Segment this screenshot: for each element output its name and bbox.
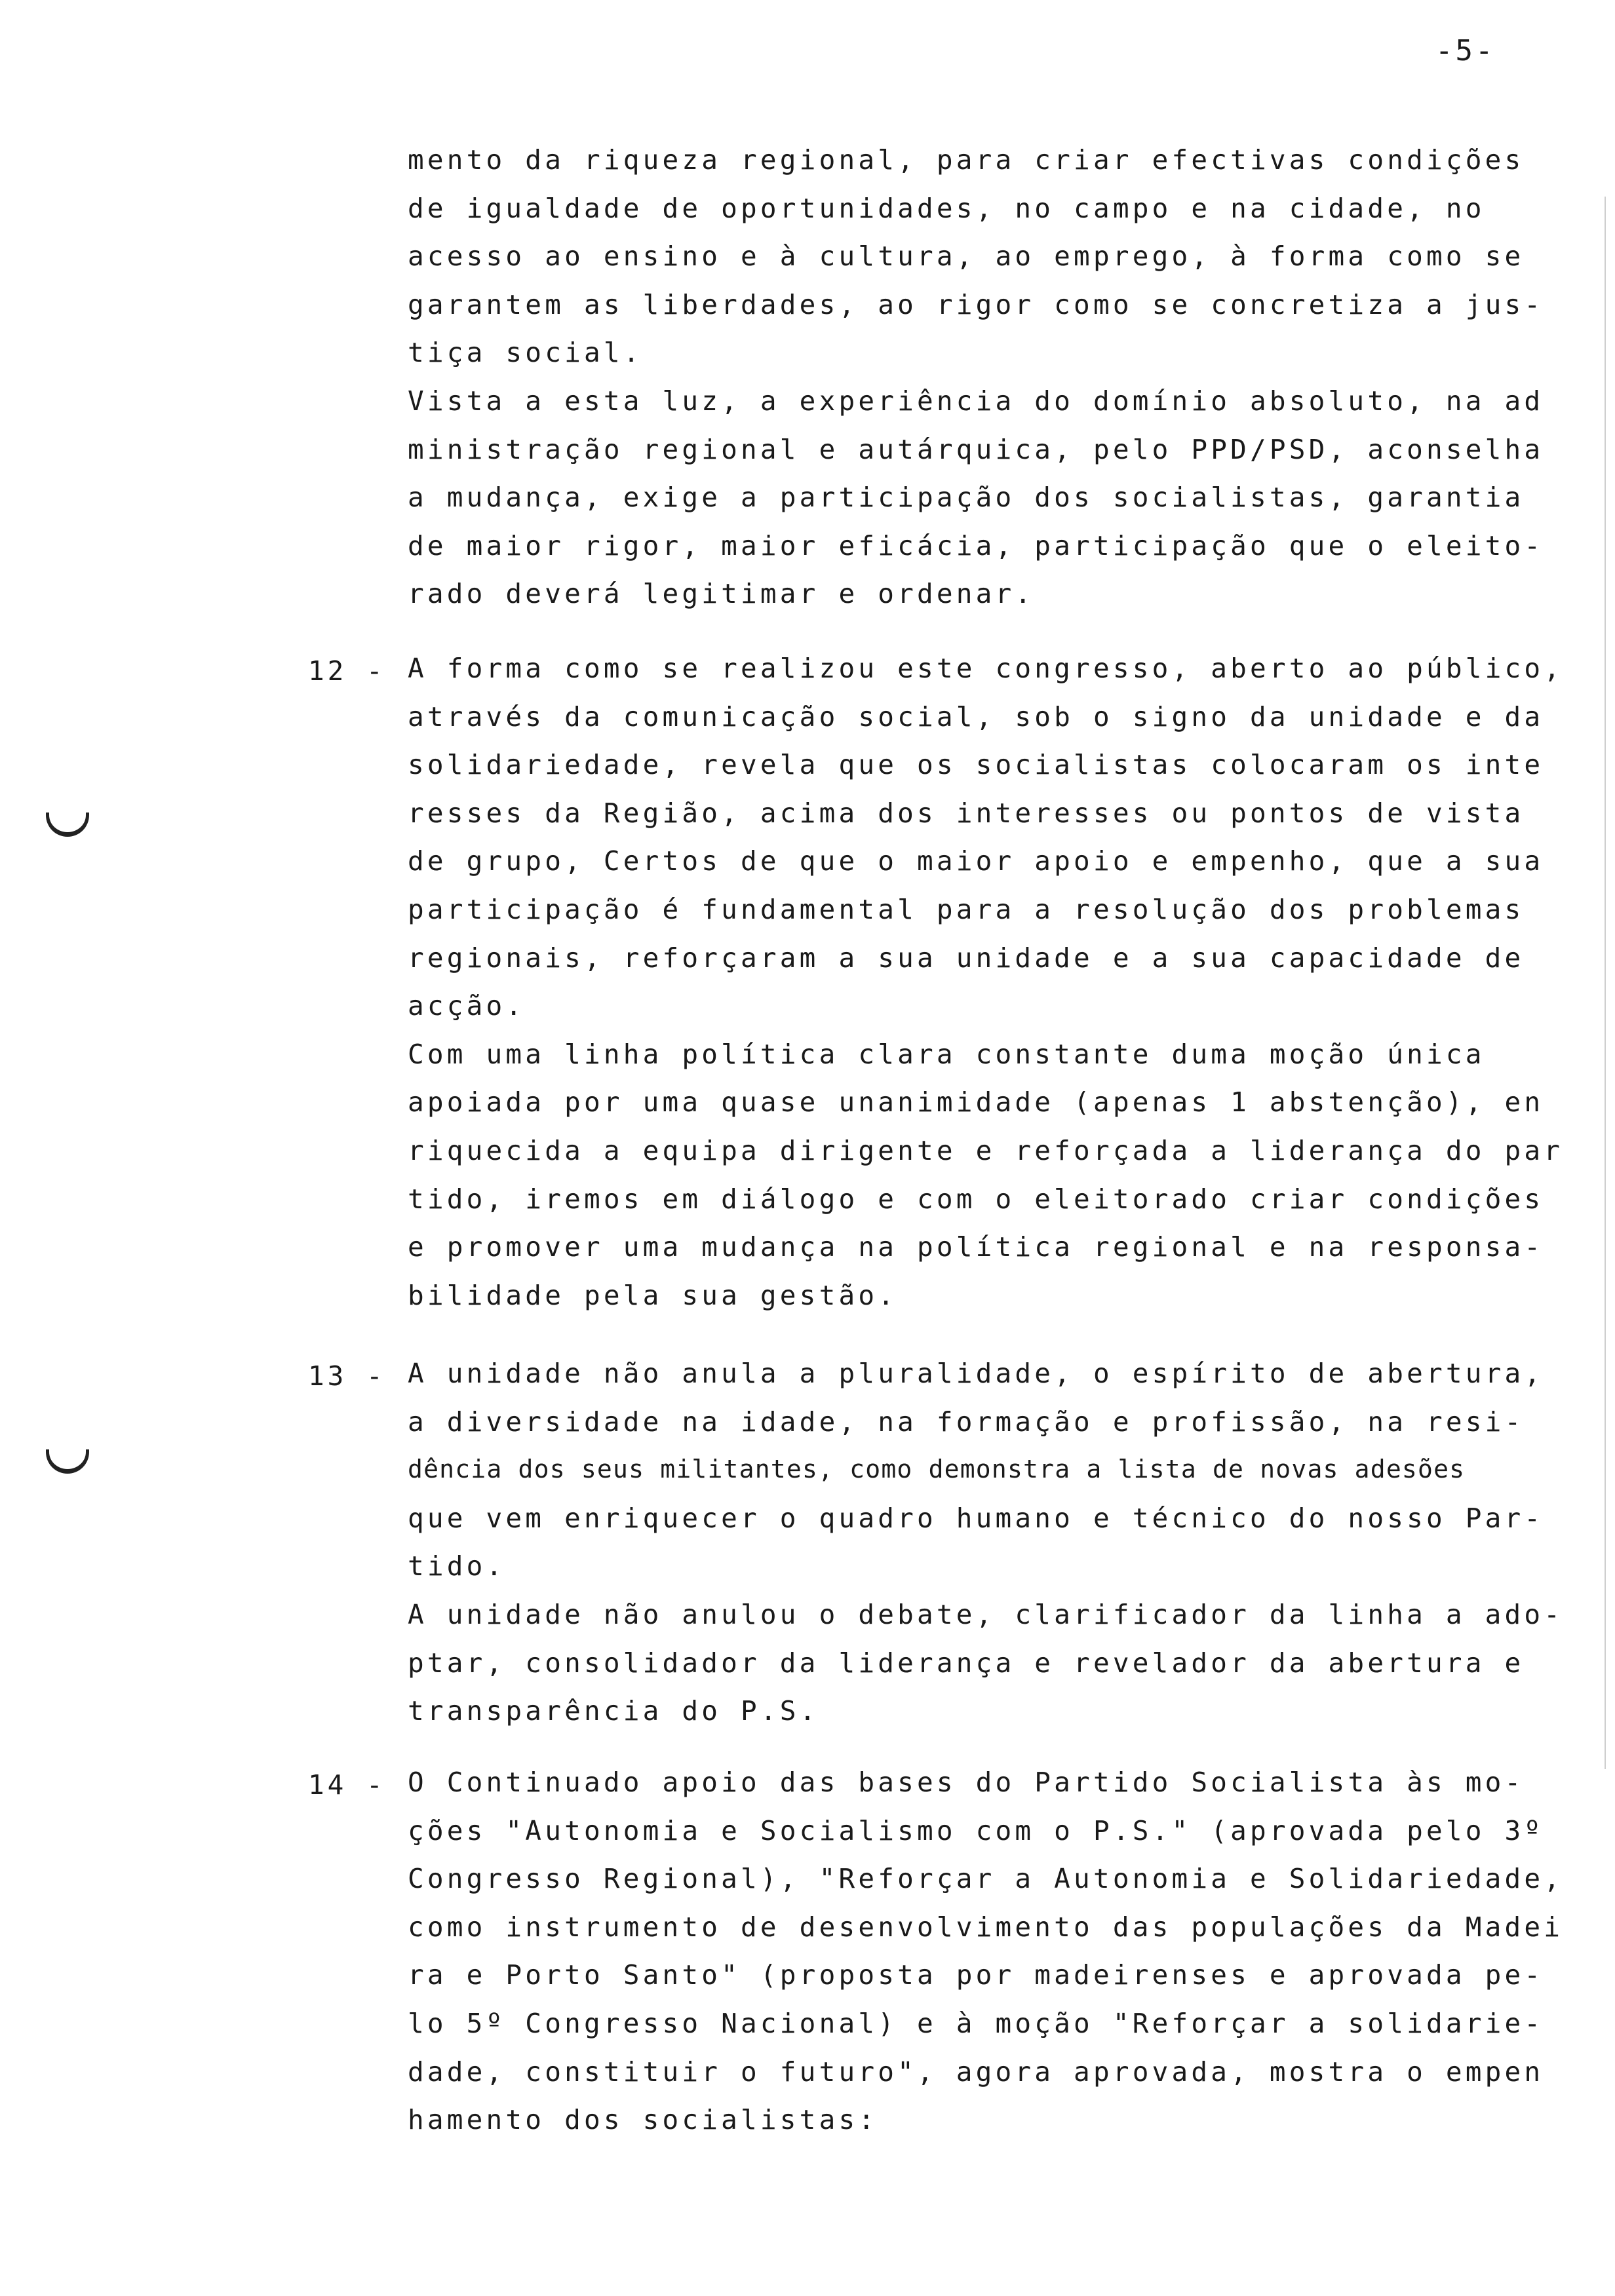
text-line: tido. [408,1550,506,1582]
text-line: A unidade não anulou o debate, clarificador da linha a ado- [408,1599,1564,1630]
text-line: resses da Região, acima dos interesses ou pontos de vista [408,797,1525,829]
text-line: através da comunicação social, sob o signo da unidade e da [408,701,1544,733]
text-line: a mudança, exige a participação dos socialistas, garantia [408,482,1525,513]
text-line: Vista a esta luz, a experiência do domínio absoluto, na ad [408,385,1544,417]
text-line: que vem enriquecer o quadro humano e técnico do nosso Par- [408,1502,1544,1534]
text-line: tido, iremos em diálogo e com o eleitorado criar condições [408,1183,1544,1215]
text-line: a diversidade na idade, na formação e profissão, na resi- [408,1406,1525,1438]
section-number: 13 - [308,1360,386,1392]
text-line: bilidade pela sua gestão. [408,1280,898,1311]
punch-hole-mark [46,813,89,837]
text-line: acesso ao ensino e à cultura, ao emprego, à forma como se [408,240,1525,272]
text-line: mento da riqueza regional, para criar efectivas condições [408,144,1525,176]
text-line: como instrumento de desenvolvimento das populações da Madei [408,1911,1564,1943]
text-line: dade, constituir o futuro", agora aprovada, mostra o empen [408,2056,1544,2088]
text-line: ções "Autonomia e Socialismo com o P.S." (aprovada pelo 3º [408,1815,1544,1846]
text-line: ra e Porto Santo" (proposta por madeirenses e aprovada pe- [408,1959,1544,1991]
text-line: de grupo, Certos de que o maior apoio e empenho, que a sua [408,845,1544,877]
text-line: dência dos seus militantes, como demonstra a lista de novas adesões [408,1455,1466,1483]
text-line: A forma como se realizou este congresso, aberto ao público, [408,653,1564,684]
text-line: rado deverá legitimar e ordenar. [408,578,1035,609]
text-line: regionais, reforçaram a sua unidade e a sua capacidade de [408,942,1525,974]
section-number: 12 - [308,655,386,687]
text-line: Congresso Regional), "Reforçar a Autonomia e Solidariedade, [408,1863,1564,1894]
text-line: riquecida a equipa dirigente e reforçada a liderança do par [408,1135,1564,1166]
text-line: acção. [408,990,526,1022]
text-line: O Continuado apoio das bases do Partido Socialista às mo- [408,1767,1525,1798]
text-line: lo 5º Congresso Nacional) e à moção "Reforçar a solidarie- [408,2008,1544,2039]
text-line: apoiada por uma quase unanimidade (apenas 1 abstenção), en [408,1086,1544,1118]
text-line: A unidade não anula a pluralidade, o espírito de abertura, [408,1358,1544,1389]
text-line: de maior rigor, maior eficácia, participação que o eleito- [408,530,1544,562]
section-number: 14 - [308,1769,386,1801]
text-line: garantem as liberdades, ao rigor como se concretiza a jus- [408,289,1544,320]
text-line: solidariedade, revela que os socialistas colocaram os inte [408,749,1544,780]
text-line: hamento dos socialistas: [408,2104,878,2135]
text-line: ministração regional e autárquica, pelo PPD/PSD, aconselha [408,434,1544,465]
text-line: transparência do P.S. [408,1695,819,1727]
text-line: ptar, consolidador da liderança e revelador da abertura e [408,1647,1525,1679]
punch-hole-mark [46,1449,89,1474]
text-line: participação é fundamental para a resolução dos problemas [408,894,1525,925]
page-number: -5- [1435,34,1496,67]
text-line: tiça social. [408,337,643,368]
scan-edge-line [1605,197,1606,1769]
text-line: Com uma linha política clara constante duma moção única [408,1039,1485,1070]
text-line: de igualdade de oportunidades, no campo e na cidade, no [408,193,1485,224]
text-line: e promover uma mudança na política regional e na responsa- [408,1231,1544,1263]
